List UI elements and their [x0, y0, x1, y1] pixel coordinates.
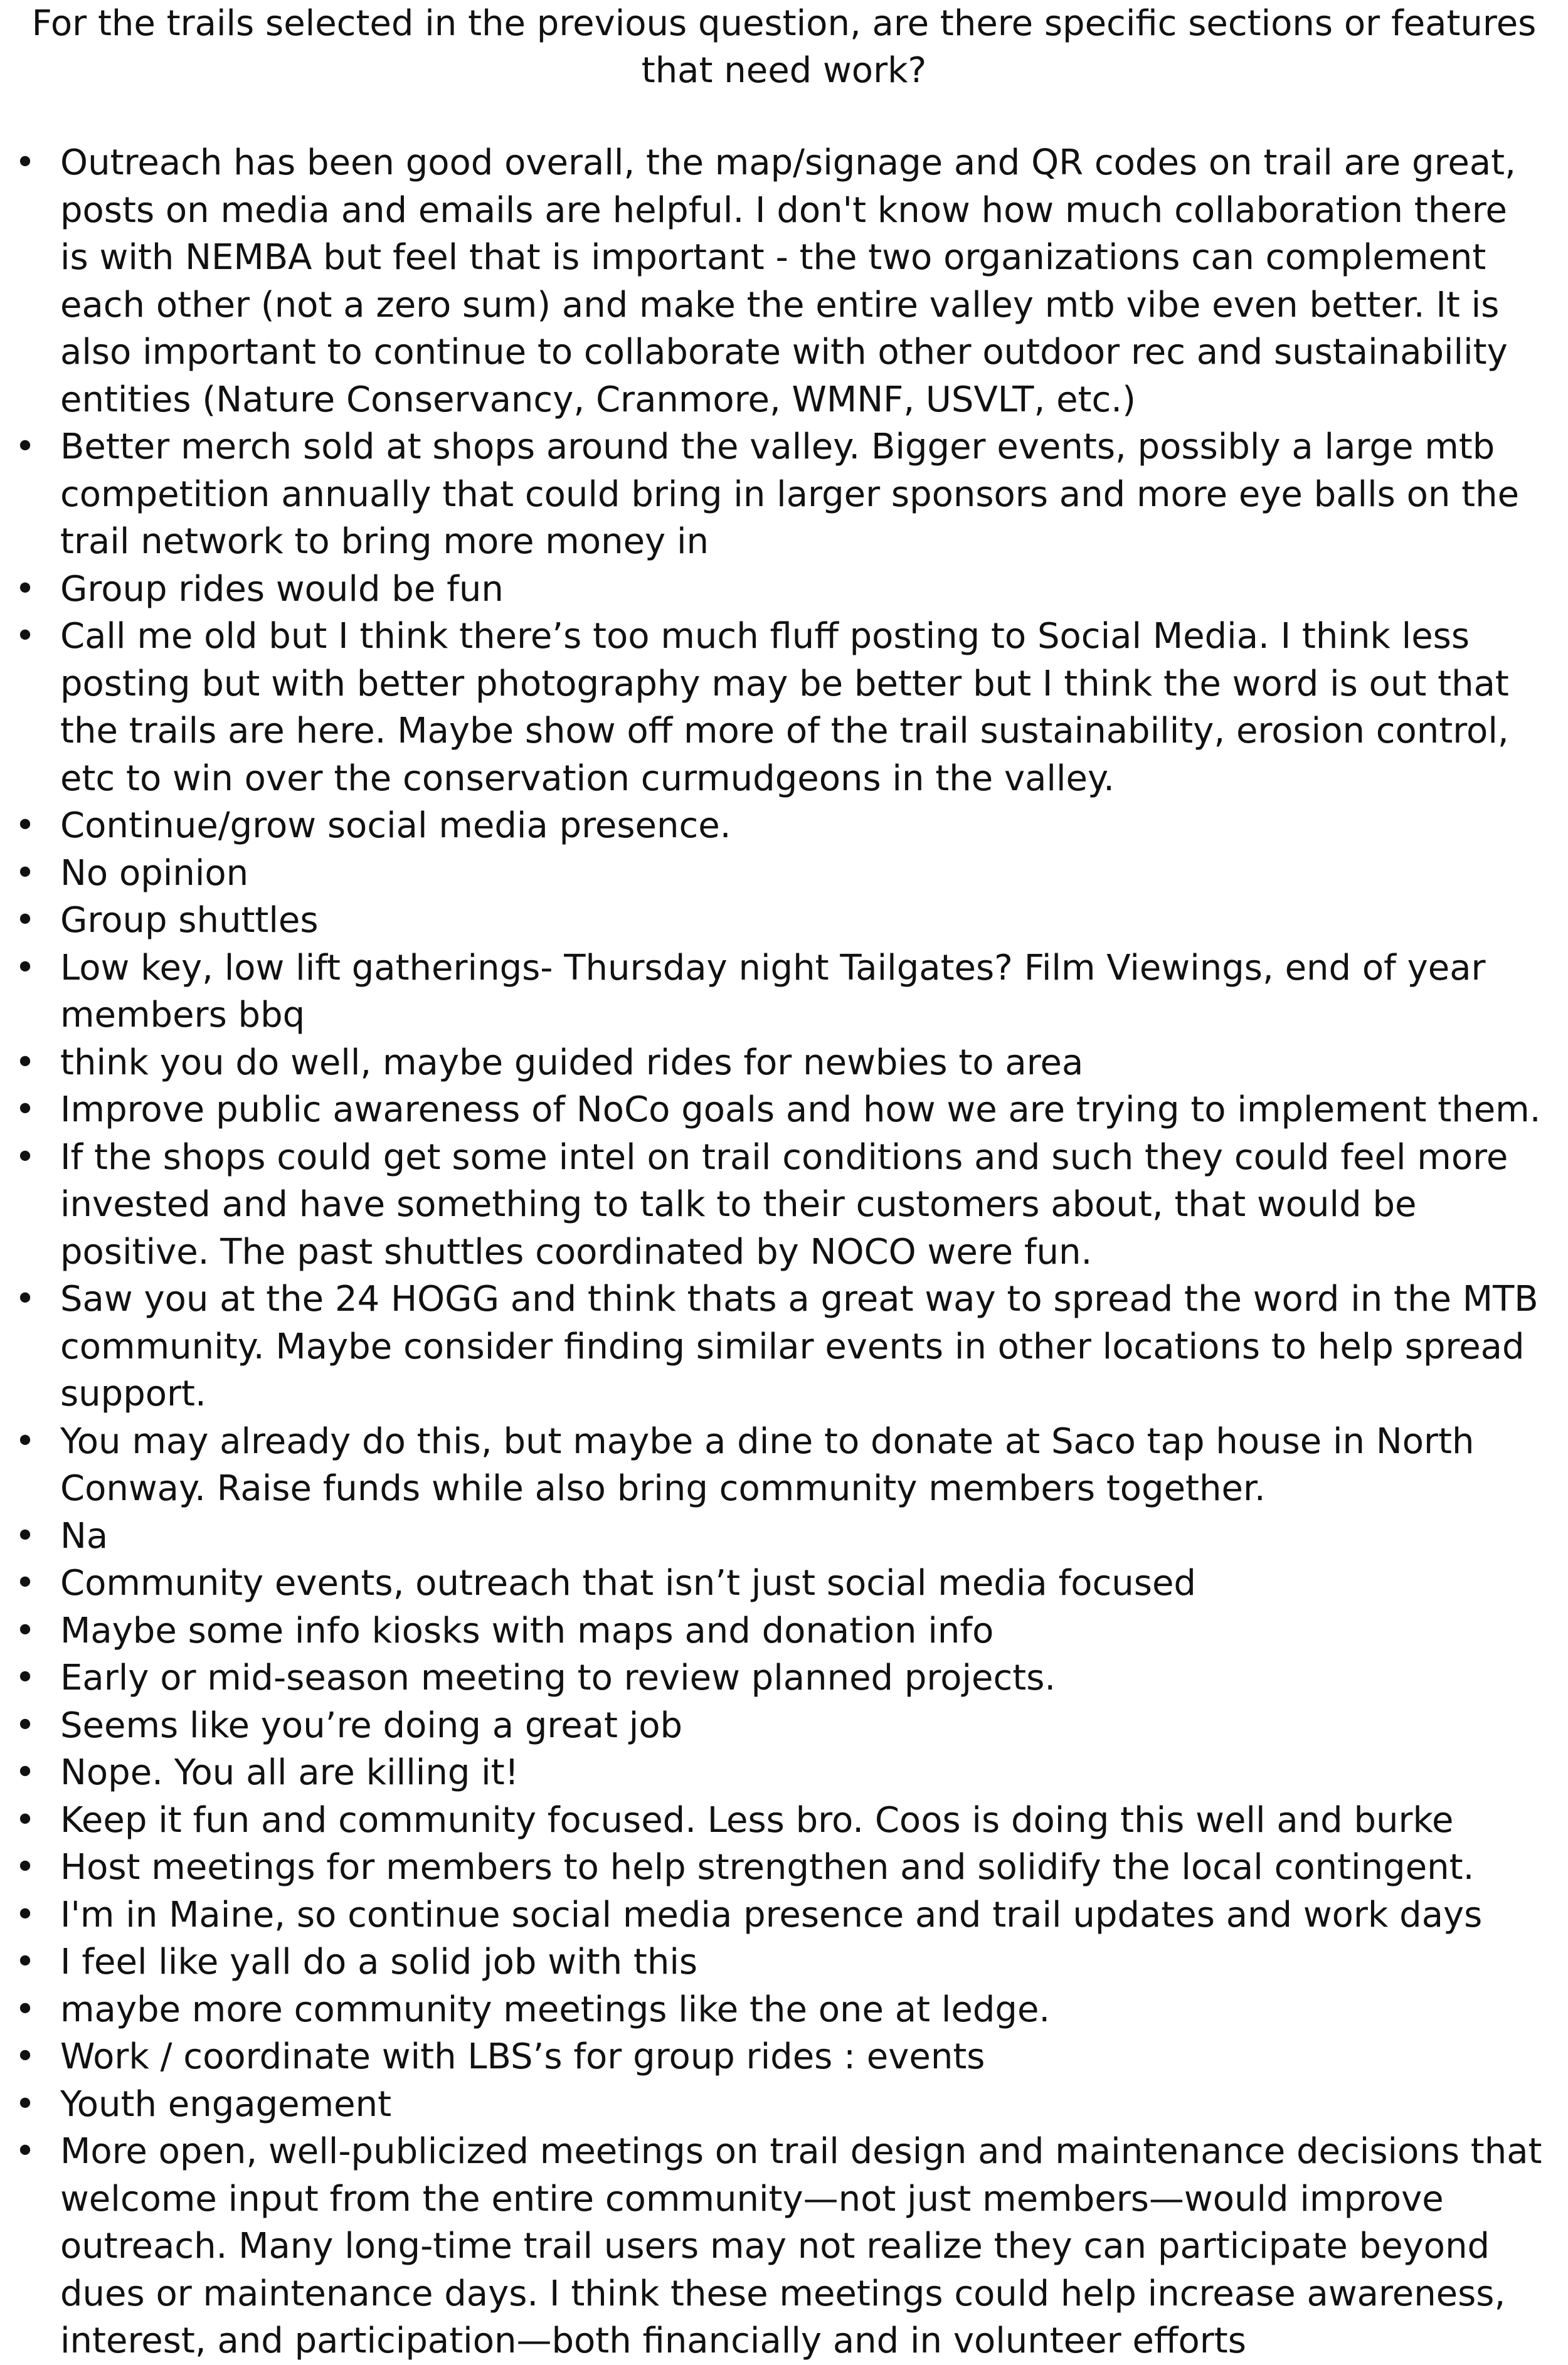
response-text: Nope. You all are killing it!: [60, 1752, 519, 1793]
response-text: You may already do this, but maybe a dine to donate at Saco tap house in North Conway. Raise funds while also bring community members together.: [60, 1421, 1475, 1509]
response-text: Saw you at the 24 HOGG and think thats a great way to spread the word in the MTB community. Maybe consider finding similar events in other locations to help spread support.: [60, 1279, 1539, 1414]
response-item: [0, 1560, 1568, 1607]
bullet-icon: •: [14, 900, 36, 941]
response-item: [0, 1986, 1568, 2034]
bullet-icon: •: [14, 852, 36, 894]
response-item: [0, 1844, 1568, 1891]
response-text: think you do well, maybe guided rides for newbies to area: [60, 1042, 1084, 1083]
bullet-icon: •: [14, 1989, 36, 2030]
bullet-icon: •: [14, 1279, 36, 1320]
bullet-icon: •: [14, 1847, 36, 1888]
response-item: [0, 897, 1568, 944]
bullet-icon: •: [14, 1705, 36, 1746]
response-item: [0, 1891, 1568, 1939]
response-item: [0, 566, 1568, 613]
response-text: Host meetings for members to help strengthen and solidify the local contingent.: [60, 1847, 1475, 1888]
response-item: [0, 1749, 1568, 1797]
response-text: Call me old but I think there’s too much fluff posting to Social Media. I think less posting but with better photography may be better but I think the word is out that the trails are here. Maybe show off more of the trail sustainability, erosion control, etc to win over the conservation curmudgeons in the valley.: [60, 616, 1509, 799]
bullet-icon: •: [14, 805, 36, 846]
bullet-icon: •: [14, 1942, 36, 1982]
bullet-icon: •: [14, 1610, 36, 1651]
bullet-icon: •: [14, 1799, 36, 1841]
bullet-icon: •: [14, 142, 36, 183]
response-text: Group rides would be fun: [60, 568, 504, 610]
response-item: [0, 1276, 1568, 1418]
response-item: [0, 1418, 1568, 1513]
response-text: Youth engagement: [60, 2083, 392, 2125]
bullet-icon: •: [14, 2131, 36, 2172]
bullet-icon: •: [14, 1042, 36, 1083]
bullet-icon: •: [14, 2036, 36, 2077]
bullet-icon: •: [14, 1421, 36, 1462]
response-text: I feel like yall do a solid job with this: [60, 1942, 698, 1982]
response-item: [0, 1134, 1568, 1276]
bullet-icon: •: [14, 1894, 36, 1935]
response-text: Community events, outreach that isn’t just social media focused: [60, 1563, 1196, 1604]
response-text: Improve public awareness of NoCo goals and how we are trying to implement them.: [60, 1089, 1541, 1130]
response-item: [0, 1086, 1568, 1134]
bullet-icon: •: [14, 1658, 36, 1698]
response-text: No opinion: [60, 852, 249, 894]
bullet-icon: •: [14, 1515, 36, 1557]
response-item: [0, 613, 1568, 802]
response-list: [0, 139, 1568, 2365]
bullet-icon: •: [14, 1136, 36, 1178]
response-item: [0, 1607, 1568, 1655]
response-item: [0, 1654, 1568, 1702]
response-text: Early or mid-season meeting to review planned projects.: [60, 1658, 1056, 1698]
response-text: Group shuttles: [60, 900, 319, 941]
response-item: [0, 944, 1568, 1039]
bullet-icon: •: [14, 1752, 36, 1793]
response-text: Continue/grow social media presence.: [60, 805, 731, 846]
response-text: Seems like you’re doing a great job: [60, 1705, 683, 1746]
response-text: Keep it fun and community focused. Less bro. Coos is doing this well and burke: [60, 1799, 1454, 1841]
bullet-icon: •: [14, 1089, 36, 1130]
response-item: [0, 1939, 1568, 1986]
question-title: For the trails selected in the previous question, are there specific sections or features that need work?: [31, 3, 1537, 91]
bullet-icon: •: [14, 426, 36, 467]
bullet-icon: •: [14, 568, 36, 610]
response-text: More open, well-publicized meetings on trail design and maintenance decisions that welcome input from the entire community—not just members—would improve outreach. Many long-time trail users may not realize they can participate beyond dues or maintenance days. I think these meetings could help increase awareness, interest, and participation—both financially and in volunteer efforts: [60, 2131, 1542, 2361]
response-text: Na: [60, 1515, 109, 1557]
response-text: I'm in Maine, so continue social media presence and trail updates and work days: [60, 1894, 1483, 1935]
response-item: [0, 139, 1568, 423]
response-item: [0, 850, 1568, 897]
response-item: [0, 1797, 1568, 1844]
response-item: [0, 2081, 1568, 2129]
response-item: [0, 802, 1568, 850]
response-item: [0, 1513, 1568, 1560]
bullet-icon: •: [14, 616, 36, 657]
response-text: Better merch sold at shops around the valley. Bigger events, possibly a large mtb competition annually that could bring in larger sponsors and more eye balls on the trail network to bring more money in: [60, 426, 1520, 562]
response-text: Low key, low lift gatherings- Thursday night Tailgates? Film Viewings, end of year members bbq: [60, 947, 1486, 1035]
response-item: [0, 423, 1568, 566]
response-text: Work / coordinate with LBS’s for group rides : events: [60, 2036, 985, 2077]
response-item: [0, 2128, 1568, 2365]
response-item: [0, 1702, 1568, 1750]
response-item: [0, 2033, 1568, 2081]
response-text: Outreach has been good overall, the map/signage and QR codes on trail are great, posts on media and emails are helpful. I don't know how much collaboration there is with NEMBA but feel that is important - the two organizations can complement each other (not a zero sum) and make the entire valley mtb vibe even better. It is also important to continue to collaborate with other outdoor rec and sustainability entities (Nature Conservancy, Cranmore, WMNF, USVLT, etc.): [60, 142, 1516, 420]
response-text: maybe more community meetings like the one at ledge.: [60, 1989, 1051, 2030]
bullet-icon: •: [14, 947, 36, 988]
bullet-icon: •: [14, 2083, 36, 2125]
response-item: [0, 1039, 1568, 1087]
bullet-icon: •: [14, 1563, 36, 1604]
response-text: If the shops could get some intel on trail conditions and such they could feel more invested and have something to talk to their customers about, that would be positive. The past shuttles coordinated by NOCO were fun.: [60, 1136, 1508, 1272]
response-text: Maybe some info kiosks with maps and donation info: [60, 1610, 994, 1651]
